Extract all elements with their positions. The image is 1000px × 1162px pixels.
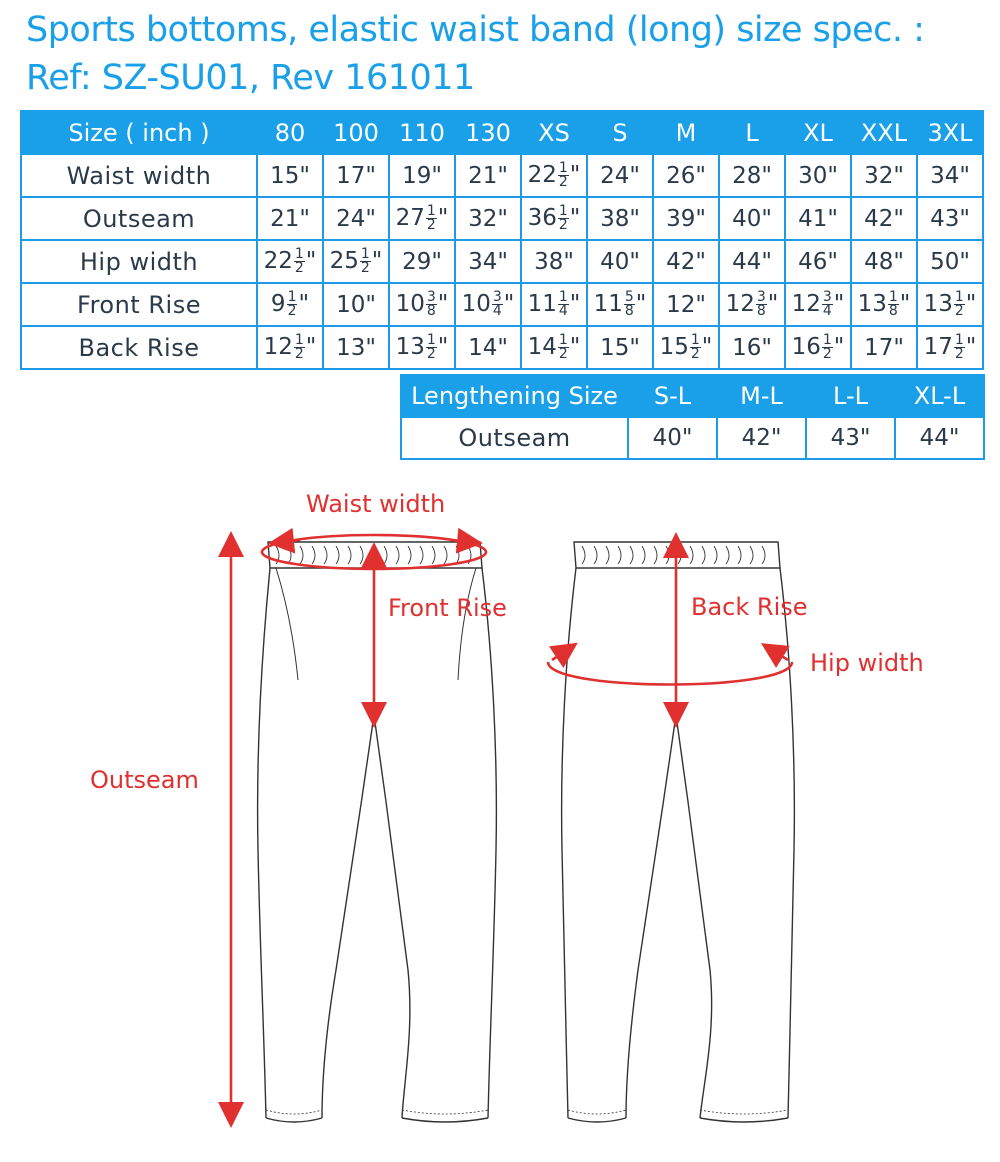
whole-value: 13 [923, 291, 953, 317]
inch-mark: " [569, 205, 581, 231]
whole-value: 15 [659, 334, 689, 360]
front-rise-label: Front Rise [388, 594, 507, 622]
fraction-numerator: 1 [822, 332, 832, 348]
whole-value: 15 [270, 162, 300, 189]
whole-value: 32 [468, 205, 498, 232]
inch-mark: " [497, 162, 508, 189]
back-pants-drawing [562, 542, 795, 1122]
whole-value: 11 [527, 291, 557, 317]
fraction-numerator: 1 [558, 289, 568, 305]
fraction [360, 248, 371, 275]
size-header-100: 100 [323, 111, 389, 154]
measurement-cell [917, 240, 983, 283]
measurement-cell [851, 154, 917, 197]
spec-row-back-rise [21, 326, 983, 369]
inch-mark: " [629, 162, 640, 189]
inch-mark: " [959, 162, 970, 189]
front-pants-drawing [258, 542, 497, 1122]
measurement-cell [257, 154, 323, 197]
whole-value: 10 [395, 291, 425, 317]
whole-value: 10 [461, 291, 491, 317]
whole-value: 17 [923, 334, 953, 360]
row-label: Outseam [21, 197, 257, 240]
size-header-110: 110 [389, 111, 455, 154]
measurement-cell [785, 283, 851, 326]
size-header-l: L [719, 111, 785, 154]
inch-mark: " [305, 334, 317, 360]
whole-value: 13 [336, 334, 366, 361]
fraction [558, 162, 569, 189]
hip-width-curve [548, 662, 792, 685]
fraction-denominator: 2 [822, 346, 832, 362]
inch-mark: " [761, 248, 772, 275]
measurement-cell [851, 283, 917, 326]
whole-value: 48 [864, 248, 894, 275]
inch-mark: " [305, 248, 317, 274]
inch-mark: " [437, 205, 449, 231]
whole-value: 38 [600, 205, 630, 232]
whole-value: 40 [732, 205, 762, 232]
fraction [624, 291, 635, 318]
fraction [558, 291, 569, 318]
inch-mark: " [431, 248, 442, 275]
fraction-denominator: 2 [558, 346, 568, 362]
inch-mark: " [893, 162, 904, 189]
whole-value: 21 [270, 205, 300, 232]
inch-mark: " [503, 291, 515, 317]
fraction-denominator: 8 [756, 303, 766, 319]
fraction [492, 291, 503, 318]
hip-width-label: Hip width [810, 649, 924, 677]
measurement-cell [653, 283, 719, 326]
fraction [954, 334, 965, 361]
measurement-cell [785, 154, 851, 197]
measurement-cell [257, 240, 323, 283]
measurement-cell [587, 240, 653, 283]
row-label: Outseam [401, 417, 628, 459]
fraction-denominator: 2 [426, 346, 436, 362]
measurement-cell [719, 154, 785, 197]
lengthening-size-table [400, 374, 985, 460]
fraction [822, 334, 833, 361]
whole-value: 17 [336, 162, 366, 189]
inch-mark: " [365, 291, 376, 318]
measurement-cell [917, 326, 983, 369]
whole-value: 43 [930, 205, 960, 232]
whole-value: 10 [336, 291, 366, 318]
inch-mark: " [893, 334, 904, 361]
measurement-cell [389, 154, 455, 197]
fraction-denominator: 8 [624, 303, 634, 319]
inch-mark: " [431, 162, 442, 189]
fraction-denominator: 4 [822, 303, 832, 319]
measurement-cell [917, 283, 983, 326]
fraction-numerator: 1 [294, 332, 304, 348]
whole-value: 27 [395, 205, 425, 231]
measurement-cell [719, 326, 785, 369]
measurement-cell [323, 197, 389, 240]
fraction-numerator: 1 [287, 289, 297, 305]
lengthening-outseam-value: 42" [717, 417, 806, 459]
inch-mark: " [437, 334, 449, 360]
fraction [287, 291, 298, 318]
measurement-cell [587, 197, 653, 240]
inch-mark: " [569, 334, 581, 360]
inch-mark: " [563, 248, 574, 275]
size-header-xs: XS [521, 111, 587, 154]
whole-value: 14 [468, 334, 498, 361]
measurement-cell [455, 197, 521, 240]
size-header-s: S [587, 111, 653, 154]
page-title: Sports bottoms, elastic waist band (long) size spec. : [26, 10, 925, 50]
size-header-m: M [653, 111, 719, 154]
whole-value: 34 [468, 248, 498, 275]
row-label: Hip width [21, 240, 257, 283]
whole-value: 39 [666, 205, 696, 232]
lengthening-size-m-l: M-L [717, 375, 806, 417]
fraction [558, 334, 569, 361]
whole-value: 22 [527, 162, 557, 188]
measurement-cell [917, 154, 983, 197]
inch-mark: " [959, 248, 970, 275]
fraction-denominator: 4 [558, 303, 568, 319]
size-header-3xl: 3XL [917, 111, 983, 154]
inch-mark: " [629, 205, 640, 232]
fraction-numerator: 3 [426, 289, 436, 305]
inch-mark: " [827, 248, 838, 275]
inch-mark: " [965, 291, 977, 317]
lengthening-outseam-value: 40" [628, 417, 717, 459]
fraction-numerator: 1 [690, 332, 700, 348]
fraction-denominator: 4 [492, 303, 502, 319]
fraction [426, 334, 437, 361]
whole-value: 42 [864, 205, 894, 232]
fraction-numerator: 1 [294, 246, 304, 262]
whole-value: 21 [468, 162, 498, 189]
whole-value: 13 [857, 291, 887, 317]
inch-mark: " [365, 162, 376, 189]
measurement-cell [851, 326, 917, 369]
fraction-numerator: 1 [558, 203, 568, 219]
whole-value: 30 [798, 162, 828, 189]
whole-value: 34 [930, 162, 960, 189]
measurement-cell [455, 326, 521, 369]
measurement-cell [323, 326, 389, 369]
whole-value: 40 [600, 248, 630, 275]
inch-mark: " [761, 162, 772, 189]
inch-mark: " [497, 248, 508, 275]
fraction-denominator: 2 [294, 346, 304, 362]
fraction [294, 248, 305, 275]
measurement-cell [653, 197, 719, 240]
inch-mark: " [695, 162, 706, 189]
whole-value: 25 [329, 248, 359, 274]
whole-value: 12 [263, 334, 293, 360]
fraction-numerator: 1 [558, 332, 568, 348]
measurement-cell [521, 197, 587, 240]
whole-value: 32 [864, 162, 894, 189]
lengthening-size-l-l: L-L [806, 375, 895, 417]
measurement-cell [785, 197, 851, 240]
inch-mark: " [695, 205, 706, 232]
inch-mark: " [371, 248, 383, 274]
fraction-numerator: 1 [954, 289, 964, 305]
size-header-130: 130 [455, 111, 521, 154]
fraction [426, 291, 437, 318]
size-header-label: Size ( inch ) [21, 111, 257, 154]
measurement-cell [323, 154, 389, 197]
lengthening-header-row [401, 375, 984, 417]
inch-mark: " [899, 291, 911, 317]
whole-value: 41 [798, 205, 828, 232]
whole-value: 38 [534, 248, 564, 275]
measurement-cell [653, 240, 719, 283]
fraction-denominator: 8 [888, 303, 898, 319]
spec-row-outseam [21, 197, 983, 240]
back-rise-label: Back Rise [691, 593, 808, 621]
inch-mark: " [437, 291, 449, 317]
inch-mark: " [827, 162, 838, 189]
fraction [294, 334, 305, 361]
inch-mark: " [635, 291, 647, 317]
measurement-cell [521, 283, 587, 326]
inch-mark: " [767, 291, 779, 317]
fraction-denominator: 2 [558, 174, 568, 190]
measurement-cell [785, 326, 851, 369]
spec-row-waist-width [21, 154, 983, 197]
whole-value: 24 [600, 162, 630, 189]
whole-value: 28 [732, 162, 762, 189]
fraction [558, 205, 569, 232]
fraction [822, 291, 833, 318]
measurement-cell [323, 240, 389, 283]
inch-mark: " [695, 248, 706, 275]
whole-value: 15 [600, 334, 630, 361]
measurement-cell [257, 197, 323, 240]
fraction-denominator: 2 [954, 346, 964, 362]
size-header-xl: XL [785, 111, 851, 154]
inch-mark: " [497, 334, 508, 361]
measurement-cell [521, 240, 587, 283]
inch-mark: " [833, 291, 845, 317]
measurement-cell [389, 326, 455, 369]
fraction [690, 334, 701, 361]
inch-mark: " [761, 205, 772, 232]
inch-mark: " [893, 205, 904, 232]
fraction [756, 291, 767, 318]
measurement-cell [257, 283, 323, 326]
whole-value: 42 [666, 248, 696, 275]
spec-row-front-rise [21, 283, 983, 326]
whole-value: 44 [732, 248, 762, 275]
whole-value: 9 [270, 291, 286, 317]
measurement-cell [719, 197, 785, 240]
lengthening-outseam-value: 43" [806, 417, 895, 459]
inch-mark: " [629, 334, 640, 361]
fraction-denominator: 2 [426, 217, 436, 233]
fraction-numerator: 3 [822, 289, 832, 305]
fraction [954, 291, 965, 318]
whole-value: 12 [725, 291, 755, 317]
measurement-cell [389, 197, 455, 240]
whole-value: 22 [263, 248, 293, 274]
whole-value: 16 [791, 334, 821, 360]
lengthening-size-xl-l: XL-L [895, 375, 984, 417]
measurement-cell [719, 240, 785, 283]
whole-value: 11 [593, 291, 623, 317]
lengthening-outseam-row [401, 417, 984, 459]
spec-row-hip-width [21, 240, 983, 283]
measurement-cell [851, 240, 917, 283]
size-header-row [21, 111, 983, 154]
whole-value: 50 [930, 248, 960, 275]
measurement-cell [455, 154, 521, 197]
size-header-80: 80 [257, 111, 323, 154]
outseam-label: Outseam [90, 766, 199, 794]
whole-value: 12 [666, 291, 696, 318]
measurement-cell [323, 283, 389, 326]
fraction-numerator: 1 [954, 332, 964, 348]
whole-value: 29 [402, 248, 432, 275]
fraction-denominator: 2 [287, 303, 297, 319]
whole-value: 36 [527, 205, 557, 231]
whole-value: 46 [798, 248, 828, 275]
fraction-numerator: 3 [492, 289, 502, 305]
lengthening-outseam-value: 44" [895, 417, 984, 459]
fraction-denominator: 2 [690, 346, 700, 362]
measurement-cell [851, 197, 917, 240]
fraction-denominator: 8 [426, 303, 436, 319]
lengthening-size-s-l: S-L [628, 375, 717, 417]
inch-mark: " [497, 205, 508, 232]
fraction-denominator: 2 [954, 303, 964, 319]
inch-mark: " [959, 205, 970, 232]
fraction-numerator: 3 [756, 289, 766, 305]
inch-mark: " [365, 205, 376, 232]
whole-value: 19 [402, 162, 432, 189]
whole-value: 14 [527, 334, 557, 360]
inch-mark: " [965, 334, 977, 360]
measurement-cell [455, 240, 521, 283]
fraction-denominator: 2 [294, 260, 304, 276]
fraction [888, 291, 899, 318]
fraction-numerator: 1 [426, 203, 436, 219]
row-label: Front Rise [21, 283, 257, 326]
inch-mark: " [298, 291, 310, 317]
measurement-cell [455, 283, 521, 326]
fraction-numerator: 1 [888, 289, 898, 305]
fraction [426, 205, 437, 232]
lengthening-header-label: Lengthening Size [401, 375, 628, 417]
inch-mark: " [629, 248, 640, 275]
measurement-cell [719, 283, 785, 326]
measurement-cell [917, 197, 983, 240]
measurement-cell [389, 240, 455, 283]
fraction-numerator: 1 [426, 332, 436, 348]
measurement-cell [653, 326, 719, 369]
fraction-denominator: 2 [360, 260, 370, 276]
measurement-cell [521, 326, 587, 369]
measurement-cell [587, 326, 653, 369]
whole-value: 16 [732, 334, 762, 361]
measurement-cell [389, 283, 455, 326]
inch-mark: " [761, 334, 772, 361]
inch-mark: " [695, 291, 706, 318]
measurement-cell [521, 154, 587, 197]
measurement-cell [587, 283, 653, 326]
measurement-arrows [231, 535, 792, 1115]
row-label: Back Rise [21, 326, 257, 369]
whole-value: 12 [791, 291, 821, 317]
size-header-xxl: XXL [851, 111, 917, 154]
measurement-cell [785, 240, 851, 283]
inch-mark: " [827, 205, 838, 232]
inch-mark: " [365, 334, 376, 361]
inch-mark: " [299, 205, 310, 232]
fraction-numerator: 5 [624, 289, 634, 305]
measurement-cell [587, 154, 653, 197]
whole-value: 24 [336, 205, 366, 232]
inch-mark: " [569, 162, 581, 188]
pants-illustration [0, 470, 1000, 1150]
inch-mark: " [299, 162, 310, 189]
fraction-denominator: 2 [558, 217, 568, 233]
inch-mark: " [893, 248, 904, 275]
fraction-numerator: 1 [558, 160, 568, 176]
measurement-diagram [0, 470, 1000, 1150]
whole-value: 17 [864, 334, 894, 361]
measurement-cell [653, 154, 719, 197]
inch-mark: " [569, 291, 581, 317]
whole-value: 13 [395, 334, 425, 360]
size-spec-table [20, 110, 984, 370]
reference-code: Ref: SZ-SU01, Rev 161011 [26, 58, 475, 98]
inch-mark: " [833, 334, 845, 360]
row-label: Waist width [21, 154, 257, 197]
waist-width-label: Waist width [306, 490, 446, 518]
inch-mark: " [701, 334, 713, 360]
fraction-numerator: 1 [360, 246, 370, 262]
whole-value: 26 [666, 162, 696, 189]
measurement-cell [257, 326, 323, 369]
